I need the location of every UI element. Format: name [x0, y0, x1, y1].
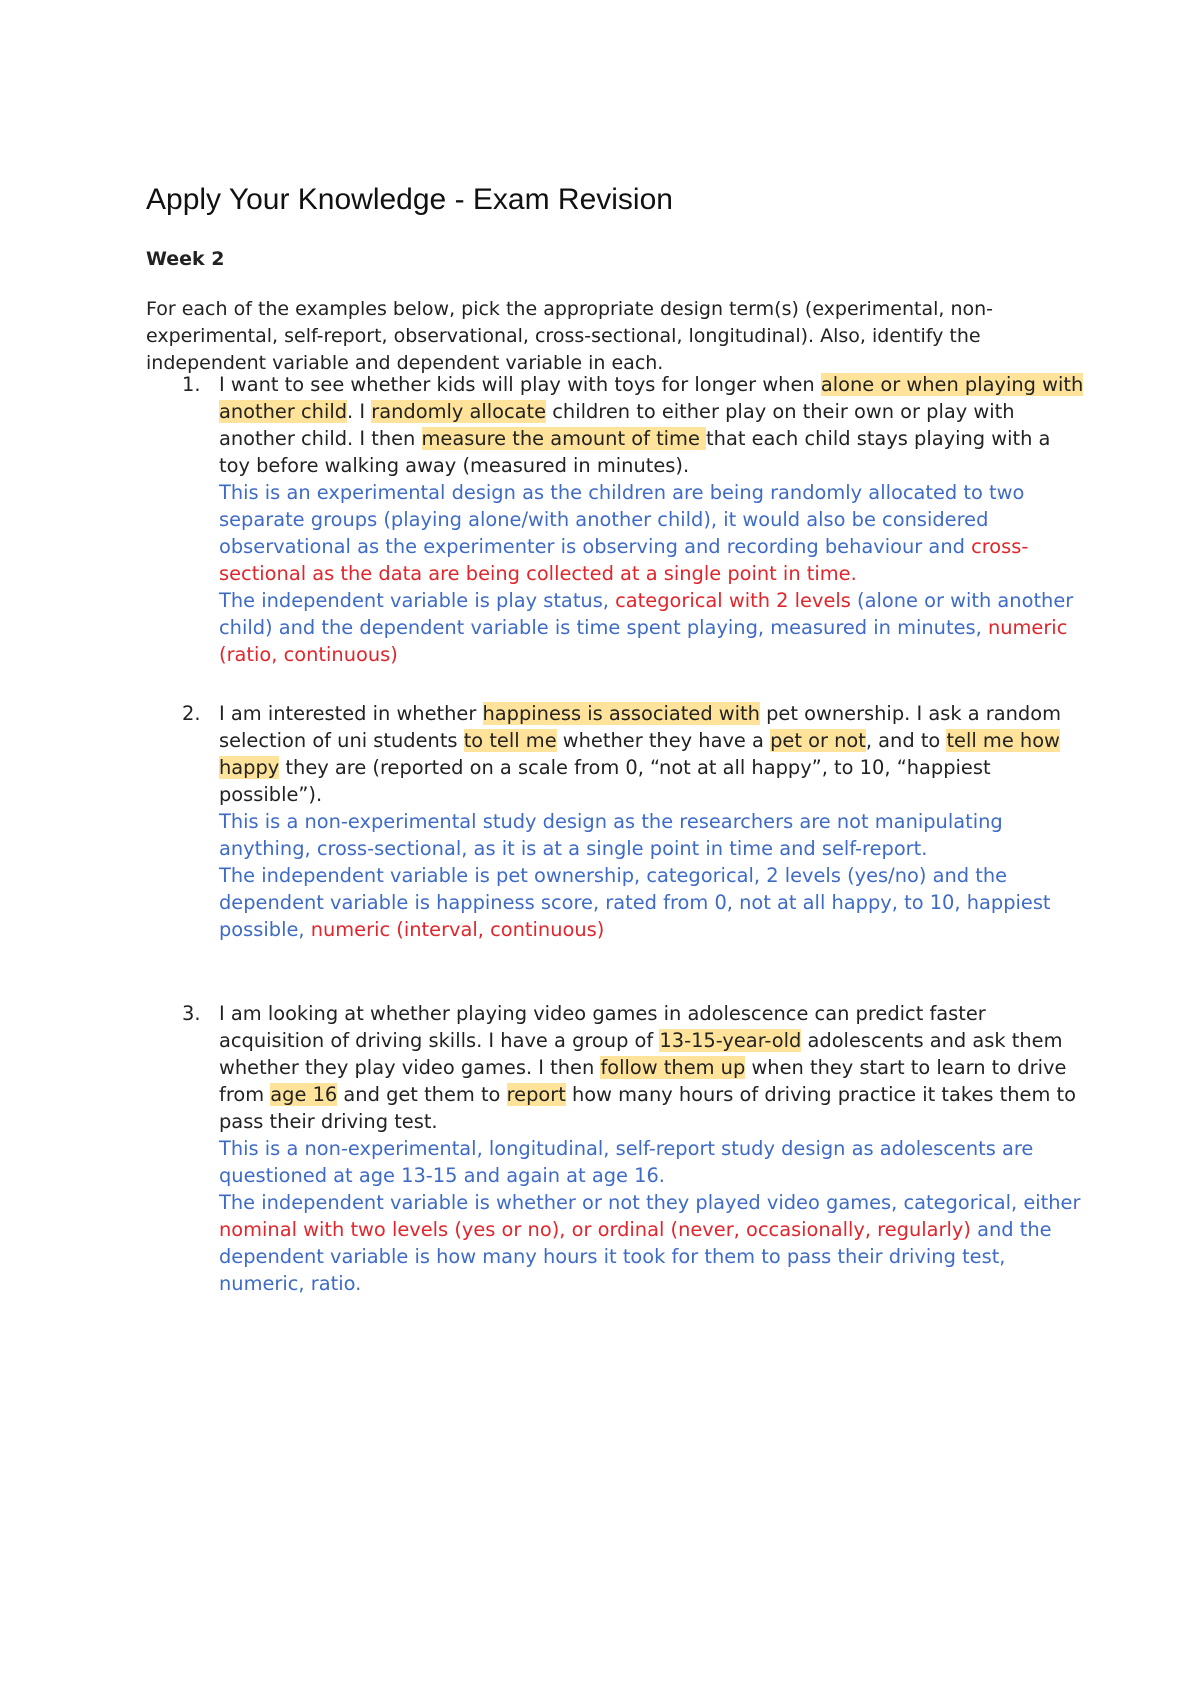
- text-run: I am looking at whether playing video games in adolescence can predict faster acquisition of driving skills. I have a group of: [219, 1002, 986, 1052]
- question-text: [219, 1000, 1084, 1135]
- question-number: 3.: [182, 1002, 201, 1025]
- question-text: [219, 700, 1084, 808]
- highlighted-phrase: follow them up: [600, 1056, 746, 1079]
- text-run: that each child stays playing with a toy before walking away (measured in minutes).: [219, 427, 1051, 477]
- text-run: This is a non-experimental study design as the researchers are not manipulating anything, cross-sectional, as it is at a single point in time and self-report.: [219, 810, 1003, 860]
- text-run: how many hours of driving practice it takes them to pass their driving test.: [219, 1083, 1076, 1133]
- text-run: (alone or with another child) and the dependent variable is time spent playing, measured in minutes,: [219, 589, 1074, 639]
- highlighted-phrase: tell me how happy: [219, 729, 1060, 779]
- text-run: , and to: [865, 729, 947, 752]
- question-body: [219, 700, 1084, 943]
- answer-variables: [219, 587, 1084, 668]
- answer-emphasis-red: nominal with two levels (yes or no), or ordinal (never, occasionally, regularly): [219, 1218, 971, 1241]
- text-run: I am interested in whether: [219, 702, 483, 725]
- text-run: when they start to learn to drive from: [219, 1056, 1067, 1106]
- text-run: This is an experimental design as the children are being randomly allocated to two separate groups (playing alone/with another child), it would also be considered observational as the experimenter is observing and recording behaviour and: [219, 481, 1025, 558]
- highlighted-phrase: alone or when playing with another child: [219, 373, 1084, 423]
- answer-variables: [219, 1189, 1084, 1297]
- text-run: whether they have a: [556, 729, 771, 752]
- answer-emphasis-red: numeric (interval, continuous): [310, 918, 605, 941]
- answer-design: [219, 1135, 1084, 1189]
- question-text: [219, 371, 1084, 479]
- answer-emphasis-red: numeric (ratio, continuous): [219, 616, 1068, 666]
- question-body: [219, 1000, 1084, 1297]
- text-run: This is a non-experimental, longitudinal, self-report study design as adolescents are questioned at age 13-15 and again at age 16.: [219, 1137, 1034, 1187]
- text-run: pet ownership. I ask a random selection of uni students: [219, 702, 1061, 752]
- answer-design: [219, 808, 1084, 862]
- highlighted-phrase: happiness is associated with: [482, 702, 760, 725]
- answer-emphasis-red: categorical with 2 levels: [615, 589, 851, 612]
- highlighted-phrase: report: [506, 1083, 566, 1106]
- question-item-3: [146, 1000, 1086, 1297]
- highlighted-phrase: to tell me: [463, 729, 557, 752]
- text-run: adolescents and ask them whether they play video games. I then: [219, 1029, 1063, 1079]
- text-run: The independent variable is pet ownership, categorical, 2 levels (yes/no) and the dependent variable is happiness score, rated from 0, not at all happy, to 10, happiest possible,: [219, 864, 1051, 941]
- highlighted-phrase: pet or not: [770, 729, 866, 752]
- page-title: Apply Your Knowledge - Exam Revision: [146, 183, 673, 216]
- highlighted-phrase: 13-15-year-old: [659, 1029, 802, 1052]
- text-run: The independent variable is play status,: [219, 589, 616, 612]
- highlighted-phrase: randomly allocate: [371, 400, 547, 423]
- text-run: and the dependent variable is how many hours it took for them to pass their driving test, numeric, ratio.: [219, 1218, 1052, 1295]
- text-run: children to either play on their own or play with another child. I then: [219, 400, 1015, 450]
- text-run: I want to see whether kids will play with toys for longer when: [219, 373, 821, 396]
- question-body: [219, 371, 1084, 668]
- section-heading-week: Week 2: [146, 248, 225, 270]
- answer-emphasis-red: cross-sectional as the data are being collected at a single point in time.: [219, 535, 1029, 585]
- question-number: 2.: [182, 702, 201, 725]
- instructions-paragraph: For each of the examples below, pick the appropriate design term(s) (experimental, non-experimental, self-report, observational, cross-sectional, longitudinal). Also, identify the independent variable and dependent variable in each.: [146, 298, 994, 374]
- text-run: The independent variable is whether or not they played video games, categorical, either: [219, 1191, 1081, 1214]
- text-run: and get them to: [337, 1083, 507, 1106]
- text-run: . I: [347, 400, 372, 423]
- question-item-2: [146, 700, 1086, 943]
- answer-variables: [219, 862, 1084, 943]
- question-number: 1.: [182, 373, 201, 396]
- answer-design: [219, 479, 1084, 587]
- highlighted-phrase: measure the amount of time: [421, 427, 707, 450]
- highlighted-phrase: age 16: [270, 1083, 338, 1106]
- question-item-1: [146, 371, 1086, 668]
- text-run: they are (reported on a scale from 0, “not at all happy”, to 10, “happiest possible”).: [219, 756, 991, 806]
